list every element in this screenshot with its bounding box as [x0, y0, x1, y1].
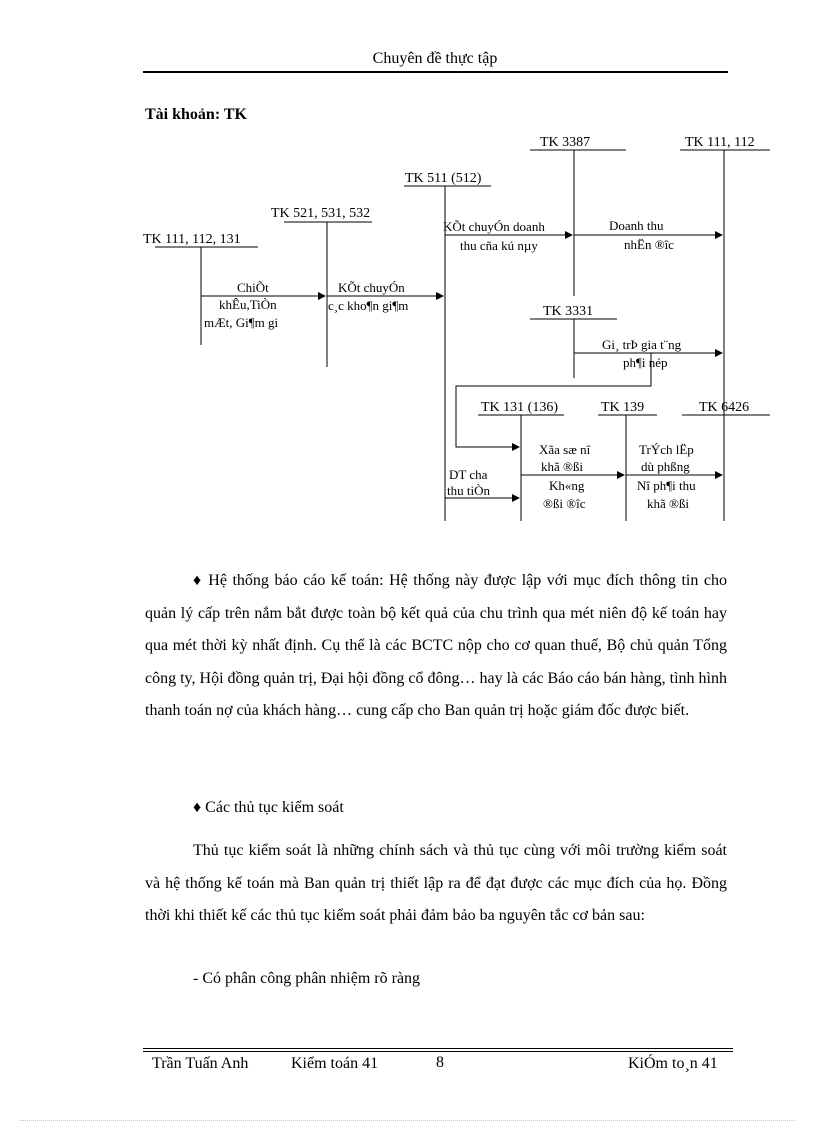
account-tk111-112: TK 111, 112 — [685, 135, 755, 150]
account-tk3331: TK 3331 — [543, 304, 594, 319]
section-label: Tài khoản: TK — [145, 106, 247, 123]
label-trich-1: TrÝch lËp — [639, 442, 694, 457]
footer-author: Trần Tuấn Anh — [152, 1055, 249, 1072]
footer-right-text: KiÓm to¸n 41 — [628, 1055, 718, 1072]
account-tk521: TK 521, 531, 532 — [271, 206, 371, 221]
label-dtchua-1: DT cha — [449, 467, 488, 482]
label-ketchuyen-1: KÕt chuyÓn — [338, 280, 405, 295]
account-tk3387: TK 3387 — [540, 135, 591, 150]
page-bottom-dotted-line — [20, 1120, 796, 1121]
paragraph-thu-tuc: Thủ tục kiểm soát là những chính sách và thủ tục cùng với môi trường kiểm soát và hệ thống kế toán mà Ban quản trị thiết lập ra để đạt được các mục đích của họ. Đồng thời khi thiết kế các thủ tục kiểm soát phải đảm bảo ba nguyên tắc cơ bản sau: — [145, 842, 727, 924]
footer-rule-bottom — [143, 1051, 733, 1052]
label-ketdt-1: KÕt chuyÓn doanh — [443, 219, 545, 234]
label-xoaso-1: Xãa sæ nî — [539, 442, 591, 457]
label-xoaso-2: khã ®ßi — [541, 459, 584, 474]
label-ketchuyen-2: c¸c kho¶n gi¶m — [328, 298, 409, 313]
label-chiet-1: ChiÕt — [237, 280, 269, 295]
label-trich-4: khã ®ßi — [647, 496, 690, 511]
label-dtnhan-2: nhËn ®îc — [624, 237, 674, 252]
label-ketdt-2: thu cña kú nµy — [460, 238, 538, 253]
label-dtnhan-1: Doanh thu — [609, 218, 664, 233]
label-chiet-3: mÆt, Gi¶m gi — [204, 315, 279, 330]
label-trich-2: dù phßng — [641, 459, 690, 474]
label-giatri-1: Gi¸ trÞ gia t¨ng — [602, 337, 682, 352]
list-item-phan-cong: - Có phân công phân nhiệm rõ ràng — [193, 970, 421, 987]
paragraph-bao-cao: ♦ Hệ thống báo cáo kế toán: Hệ thống này được lập với mục đích thông tin cho quản lý cấp trên nắm bắt được toàn bộ kết quả của chu trình qua mét niên độ kế toán hay qua mét thời kỳ nhất định. Cụ thể là các BCTC nộp cho cơ quan thuế, Bộ chủ quản Tổng công ty, Hội đồng quản trị, Đại hội đồng cổ đông… hay là các Báo cáo bán hàng, tình hình thanh toán nợ của khách hàng… cung cấp cho Ban quản trị hoặc giám đốc được biết. — [145, 572, 727, 719]
label-xoaso-4: ®ßi ®îc — [543, 496, 586, 511]
account-tk139: TK 139 — [601, 400, 645, 415]
t-account-diagram — [0, 0, 816, 540]
footer-rule-top — [143, 1048, 733, 1049]
footer-class: Kiểm toán 41 — [291, 1055, 379, 1072]
account-tk131: TK 131 (136) — [481, 400, 558, 415]
paragraph-thu-tuc-heading: ♦ Các thủ tục kiểm soát — [193, 799, 344, 816]
label-trich-3: Nî ph¶i thu — [637, 478, 696, 493]
page-header-title: Chuyên đề thực tập — [372, 50, 498, 67]
account-tk111-131: TK 111, 112, 131 — [143, 232, 241, 247]
footer-page-number: 8 — [436, 1054, 444, 1071]
label-chiet-2: khÊu,TiÒn — [219, 297, 277, 312]
label-dtchua-2: thu tiÒn — [447, 483, 490, 498]
label-xoaso-3: Kh«ng — [549, 478, 585, 493]
account-tk6426: TK 6426 — [699, 400, 750, 415]
label-giatri-2: ph¶i nép — [623, 355, 668, 370]
account-tk511: TK 511 (512) — [405, 171, 482, 186]
